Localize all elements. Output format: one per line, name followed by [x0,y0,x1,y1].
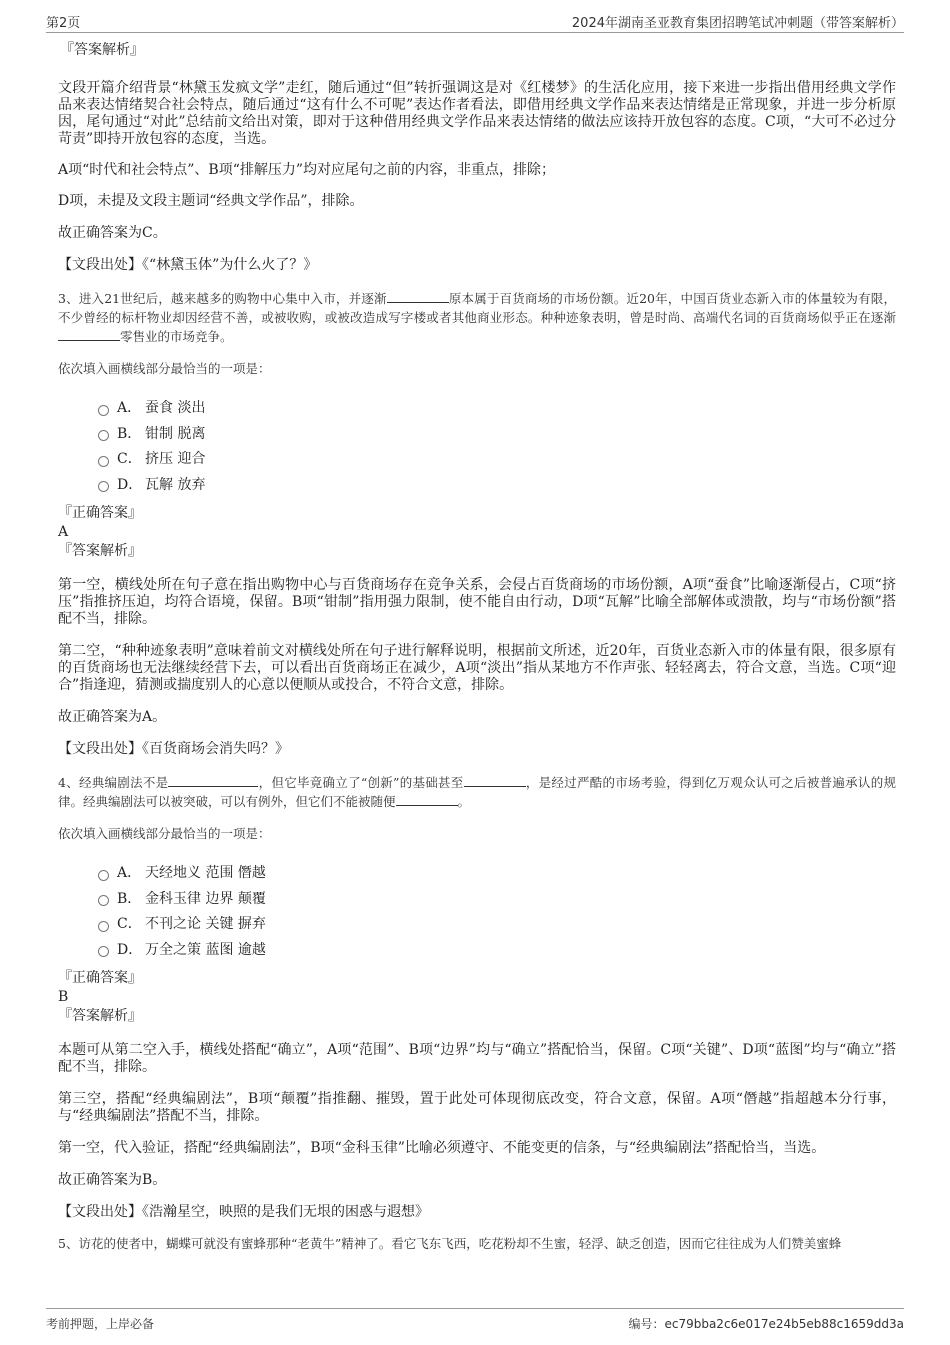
document-title: 2024年湖南圣亚教育集团招聘笔试冲刺题（带答案解析） [571,16,904,31]
question-text-part: ，但它毕竟确立了“创新”的基础甚至 [258,775,464,790]
option-c[interactable] [98,912,896,938]
option-b[interactable] [98,422,896,448]
analysis-conclusion: 故正确答案为C。 [58,225,167,241]
option-letter: B． [117,425,142,442]
option-letter: C． [117,451,142,467]
analysis-paragraph: 第一空，代入验证，搭配“经典编剧法”，B项“金科玉律”比喻必须遵守、不能变更的信条，与“经典编剧法”搭配恰当，当选。 [58,1140,826,1156]
option-letter: A． [117,865,142,881]
option-text: 不刊之论 关键 摒弃 [145,916,266,932]
question-text-part: 4、经典编剧法不是 [58,775,169,790]
option-text: 金科玉律 边界 颠覆 [145,890,266,907]
analysis-conclusion: 故正确答案为B。 [58,1172,167,1188]
analysis-paragraph: 本题可从第二空入手，横线处搭配“确立”，A项“范围”、B项“边界”均与“确立”搭配恰当，保留。C项“关键”、D项“蓝图”均与“确立”搭配不当，排除。 [58,1042,896,1075]
correct-answer-label: 『正确答案』 [58,505,142,521]
option-text: 挤压 迎合 [145,451,206,467]
question-text-part: ，是经过严酷的市场考验，得到亿万观众认可之后被普遍承认的规律。经典编剧法可以被突破，可以有例外，但它们不能被随便 [58,775,896,809]
question-5-text: 5、访花的使者中，蝴蝶可就没有蜜蜂那种“老黄牛”精神了。看它飞东飞西，吃花粉却不生蜜，轻浮、缺乏创造，因而它往往成为人们赞美蜜蜂 [58,1236,842,1251]
question-instruction: 依次填入画横线部分最恰当的一项是： [58,361,271,376]
fill-blank [387,291,449,303]
source-citation: 【文段出处】《百货商场会消失吗？》 [58,741,289,757]
fill-blank [464,775,526,787]
radio-icon[interactable] [98,456,109,467]
radio-icon[interactable] [98,946,109,957]
option-text: 瓦解 放弃 [145,476,206,493]
option-letter: D． [117,941,143,958]
radio-icon[interactable] [98,481,109,492]
analysis-paragraph: 第三空，搭配“经典编剧法”，B项“颠覆”指推翻、摧毁，置于此处可体现彻底改变，符合文意，保留。A项“僭越”指超越本分行事，与“经典编剧法”搭配不当，排除。 [58,1091,896,1124]
option-d[interactable] [98,473,896,499]
analysis-paragraph: 文段开篇介绍背景“林黛玉发疯文学”走红，随后通过“但”转折强调这是对《红楼梦》的生活化应用，接下来进一步指出借用经典文学作品来表达情绪契合社会特点，随后通过“这有什么不可呢”表达作者看法，即借用经典文学作品来表达情绪是正常现象，并进一步分析原因，尾句通过“对此”总结前文给出对策，即对于这种借用经典文学作品来表达情绪的做法应该持开放包容的态度。C项，“大可不必过分苛责”即持开放包容的态度，当选。 [58,80,896,147]
document-id: 编号：ec79bba2c6e017e24b5eb88c1659dd3a [628,1317,904,1331]
option-letter: C． [117,916,142,932]
page-number: 第2页 [46,16,81,31]
option-d[interactable] [98,938,896,964]
analysis-label: 『答案解析』 [58,543,142,559]
radio-icon[interactable] [98,921,109,932]
analysis-paragraph: 第二空，“种种迹象表明”意味着前文对横线处所在句子进行解释说明，根据前文所述，近20年，百货业态新入市的体量有限，很多原有的百货商场也无法继续经营下去，可以看出百货商场正在减少，A项“淡出”指从某地方不作声张、轻轻离去，符合文意，当选。C项“迎合”指逢迎，猜测或揣度别人的心意以便顺从或投合，不符合文意，排除。 [58,643,896,693]
analysis-conclusion: 故正确答案为A。 [58,709,167,725]
question-4-options [98,861,896,963]
radio-icon[interactable] [98,430,109,441]
option-c[interactable] [98,447,896,473]
page-header [46,10,904,33]
option-letter: B． [117,890,142,907]
option-text: 万全之策 蓝图 逾越 [145,941,266,958]
analysis-paragraph: 第一空，横线处所在句子意在指出购物中心与百货商场存在竞争关系，会侵占百货商场的市场份额，A项“蚕食”比喻逐渐侵占，C项“挤压”指推挤压迫，均符合语境，保留。B项“钳制”指用强力限制，使不能自由行动，D项“瓦解”比喻全部解体或溃散，均与“市场份额”搭配不当，排除。 [58,577,896,627]
option-text: 钳制 脱离 [145,425,206,442]
radio-icon[interactable] [98,405,109,416]
analysis-paragraph: D项，未提及文段主题词“经典文学作品”，排除。 [58,193,364,209]
source-citation: 【文段出处】《“林黛玉体”为什么火了？》 [58,257,318,273]
analysis-label: 『答案解析』 [60,42,144,58]
source-citation: 【文段出处】《浩瀚星空，映照的是我们无垠的困惑与遐想》 [58,1204,429,1220]
question-text-part: 。 [457,794,471,809]
question-instruction: 依次填入画横线部分最恰当的一项是： [58,826,271,841]
correct-answer: A [58,524,69,540]
fill-blank [58,329,120,341]
correct-answer: B [58,989,69,1005]
page-footer [46,1308,904,1335]
analysis-label: 『答案解析』 [58,1008,142,1024]
radio-icon[interactable] [98,895,109,906]
document-body [58,40,896,1253]
question-text-part: 零售业的市场竞争。 [120,329,233,344]
question-text-part: 原本属于百货商场的市场份额。近20年，中国百货业态新入市的体量较为有限，不少曾经的标杆物业却因经营不善，或被收购，或被改造成写字楼或者其他商业形态。种种迹象表明，曾是时尚、高端代名词的百货商场似乎正在逐渐 [58,291,896,325]
question-text-part: 3、进入21世纪后，越来越多的购物中心集中入市，并逐渐 [58,291,387,306]
option-text: 天经地义 范围 僭越 [145,865,266,881]
option-a[interactable] [98,396,896,422]
question-3-text [58,289,896,346]
radio-icon[interactable] [98,870,109,881]
analysis-paragraph: A项“时代和社会特点”、B项“排解压力”均对应尾句之前的内容，非重点，排除； [58,162,556,178]
question-3-options [98,396,896,498]
correct-answer-label: 『正确答案』 [58,970,142,986]
fill-blank [396,794,458,806]
question-4-text [58,773,896,811]
option-a[interactable] [98,861,896,887]
option-b[interactable] [98,887,896,913]
fill-blank [168,775,258,787]
footer-slogan: 考前押题，上岸必备 [46,1317,155,1331]
option-text: 蚕食 淡出 [145,400,206,416]
option-letter: A． [117,400,142,416]
option-letter: D． [117,476,143,493]
